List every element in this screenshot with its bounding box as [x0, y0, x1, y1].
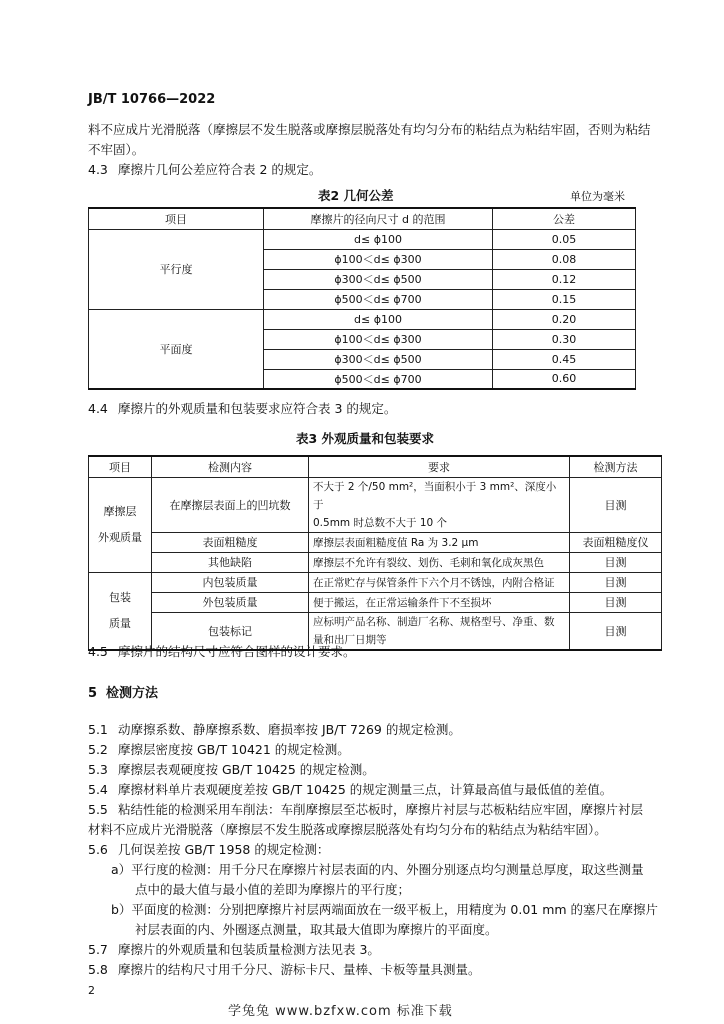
table-header-cell: 要求	[309, 456, 570, 477]
requirement-cell	[309, 477, 570, 532]
clause-5-1	[88, 720, 461, 740]
clause-text: 动摩擦系数、静摩擦系数、磨损率按 JB/T 7269 的规定检测。	[118, 722, 461, 737]
clause-4-3	[88, 160, 321, 180]
range-cell: d≤ ϕ100	[264, 309, 493, 329]
clause-5-8	[88, 960, 481, 980]
table3-title: 表3 外观质量和包装要求	[296, 431, 435, 446]
table-row	[89, 477, 662, 532]
clause-text: 摩擦片的结构尺寸用千分尺、游标卡尺、量棒、卡板等量具测量。	[118, 962, 481, 977]
method-cell: 表面粗糙度仪	[570, 532, 662, 552]
content-cell: 包装标记	[152, 612, 309, 650]
range-cell: ϕ500＜d≤ ϕ700	[264, 369, 493, 389]
tolerance-cell: 0.60	[493, 369, 636, 389]
table3	[88, 455, 662, 651]
content-cell: 外包装质量	[152, 592, 309, 612]
table-row	[89, 532, 662, 552]
sub-item-a-line2: 点中的最大值与最小值的差即为摩擦片的平行度；	[135, 882, 411, 897]
clause-5-3	[88, 760, 375, 780]
clause-4-5	[88, 642, 356, 662]
clause-text: 摩擦层表观硬度按 GB/T 10425 的规定检测。	[118, 762, 375, 777]
requirement-cell: 摩擦层表面粗糙度值 Ra 为 3.2 μm	[309, 532, 570, 552]
content-cell: 其他缺陷	[152, 552, 309, 572]
clause-number: 5.8	[88, 962, 108, 977]
table-row	[89, 309, 636, 329]
range-cell: ϕ100＜d≤ ϕ300	[264, 249, 493, 269]
group-name-line: 质量	[109, 616, 131, 630]
requirement-line: 0.5mm 时总数不大于 10 个	[313, 516, 448, 529]
group-name-line: 摩擦层	[103, 504, 137, 518]
tolerance-cell: 0.30	[493, 329, 636, 349]
group-name	[89, 572, 152, 650]
clause-text: 几何误差按 GB/T 1958 的规定检测：	[118, 842, 330, 857]
table-row	[89, 572, 662, 592]
clause-number: 4.3	[88, 162, 108, 177]
table-header-cell: 项目	[89, 456, 152, 477]
clause-number: 5.7	[88, 942, 108, 957]
table-header-cell: 公差	[493, 208, 636, 229]
group-name-line: 包装	[109, 590, 131, 604]
table2-title: 表2 几何公差	[318, 188, 394, 203]
clause-number: 5.3	[88, 762, 108, 777]
table-header-cell: 摩擦片的径向尺寸 d 的范围	[264, 208, 493, 229]
intro-line2: 不牢固）。	[88, 142, 145, 157]
requirement-line: 应标明产品名称、制造厂名称、规格型号、净重、数	[313, 615, 555, 628]
tolerance-cell: 0.12	[493, 269, 636, 289]
clause-text: 摩擦片的结构尺寸应符合图样的设计要求。	[118, 644, 356, 659]
method-cell: 目测	[570, 612, 662, 650]
clause-text: 粘结性能的检测采用车削法：车削摩擦层至芯板时，摩擦片衬层与芯板粘结应牢固，摩擦片衬层	[118, 802, 644, 817]
range-cell: d≤ ϕ100	[264, 229, 493, 249]
requirement-cell: 便于搬运，在正常运输条件下不至损坏	[309, 592, 570, 612]
group-name-line: 外观质量	[98, 530, 142, 544]
clause-5-6	[88, 840, 329, 860]
clause-text: 摩擦片的外观质量和包装要求应符合表 3 的规定。	[118, 401, 397, 416]
clause-number: 5.2	[88, 742, 108, 757]
tolerance-cell: 0.20	[493, 309, 636, 329]
doc-id: JB/T 10766—2022	[88, 92, 216, 107]
clause-5-5-continued: 材料不应成片光滑脱落（摩擦层不发生脱落或摩擦层脱落处有均匀分布的粘结点为粘结牢固）。	[88, 822, 607, 837]
sub-item-a-line1: a）平行度的检测：用千分尺在摩擦片衬层表面的内、外圈分别逐点均匀测量总厚度，取这些测量	[111, 862, 644, 877]
clause-text: 摩擦材料单片表观硬度差按 GB/T 10425 的规定测量三点，计算最高值与最低值的差值。	[118, 782, 613, 797]
tolerance-cell: 0.05	[493, 229, 636, 249]
table-header-cell: 检测内容	[152, 456, 309, 477]
method-cell: 目测	[570, 552, 662, 572]
footer-watermark: 学兔兔 www.bzfxw.com 标准下载	[228, 1004, 453, 1019]
section-heading	[88, 682, 158, 701]
clause-4-4	[88, 399, 396, 419]
range-cell: ϕ500＜d≤ ϕ700	[264, 289, 493, 309]
clause-number: 4.4	[88, 401, 108, 416]
table-header-cell: 项目	[89, 208, 264, 229]
clause-5-4	[88, 780, 612, 800]
page-number: 2	[88, 984, 95, 997]
clause-number: 5.5	[88, 802, 108, 817]
range-cell: ϕ100＜d≤ ϕ300	[264, 329, 493, 349]
table-header-cell: 检测方法	[570, 456, 662, 477]
method-cell: 目测	[570, 572, 662, 592]
range-cell: ϕ300＜d≤ ϕ500	[264, 349, 493, 369]
tolerance-cell: 0.15	[493, 289, 636, 309]
group-name: 平行度	[89, 229, 264, 309]
table-row	[89, 592, 662, 612]
content-cell: 表面粗糙度	[152, 532, 309, 552]
clause-5-7	[88, 940, 380, 960]
range-cell: ϕ300＜d≤ ϕ500	[264, 269, 493, 289]
requirement-line: 不大于 2 个/50 mm²，当面积小于 3 mm²、深度小于	[313, 480, 557, 511]
group-name	[89, 477, 152, 572]
clause-text: 摩擦片的外观质量和包装质量检测方法见表 3。	[118, 942, 380, 957]
sub-item-b-line1: b）平面度的检测：分别把摩擦片衬层两端面放在一级平板上，用精度为 0.01 mm 的塞尺在摩擦片	[111, 902, 659, 917]
table-row	[89, 229, 636, 249]
tolerance-cell: 0.08	[493, 249, 636, 269]
method-cell: 目测	[570, 477, 662, 532]
clause-5-5	[88, 800, 643, 820]
method-cell: 目测	[570, 592, 662, 612]
table-header-row	[89, 456, 662, 477]
clause-text: 摩擦层密度按 GB/T 10421 的规定检测。	[118, 742, 350, 757]
clause-number: 5.1	[88, 722, 108, 737]
section-title: 检测方法	[106, 686, 159, 701]
requirement-cell: 在正常贮存与保管条件下六个月不锈蚀，内附合格证	[309, 572, 570, 592]
clause-number: 4.5	[88, 644, 108, 659]
table-header-row	[89, 208, 636, 229]
content-cell: 在摩擦层表面上的凹坑数	[152, 477, 309, 532]
clause-number: 5.4	[88, 782, 108, 797]
table2	[88, 207, 636, 390]
tolerance-cell: 0.45	[493, 349, 636, 369]
intro-line1: 料不应成片光滑脱落（摩擦层不发生脱落或摩擦层脱落处有均匀分布的粘结点为粘结牢固，否则为粘结	[88, 122, 651, 137]
section-number: 5	[88, 686, 98, 701]
requirement-cell: 摩擦层不允许有裂纹、划伤、毛刺和氧化成灰黑色	[309, 552, 570, 572]
clause-5-2	[88, 740, 350, 760]
requirement-line: 量和出厂日期等	[313, 633, 387, 646]
clause-text: 摩擦片几何公差应符合表 2 的规定。	[118, 162, 322, 177]
group-name: 平面度	[89, 309, 264, 389]
table2-unit: 单位为毫米	[570, 190, 625, 203]
table-row	[89, 552, 662, 572]
content-cell: 内包装质量	[152, 572, 309, 592]
sub-item-b-line2: 衬层表面的内、外圈逐点测量，取其最大值即为摩擦片的平面度。	[135, 922, 498, 937]
clause-number: 5.6	[88, 842, 108, 857]
